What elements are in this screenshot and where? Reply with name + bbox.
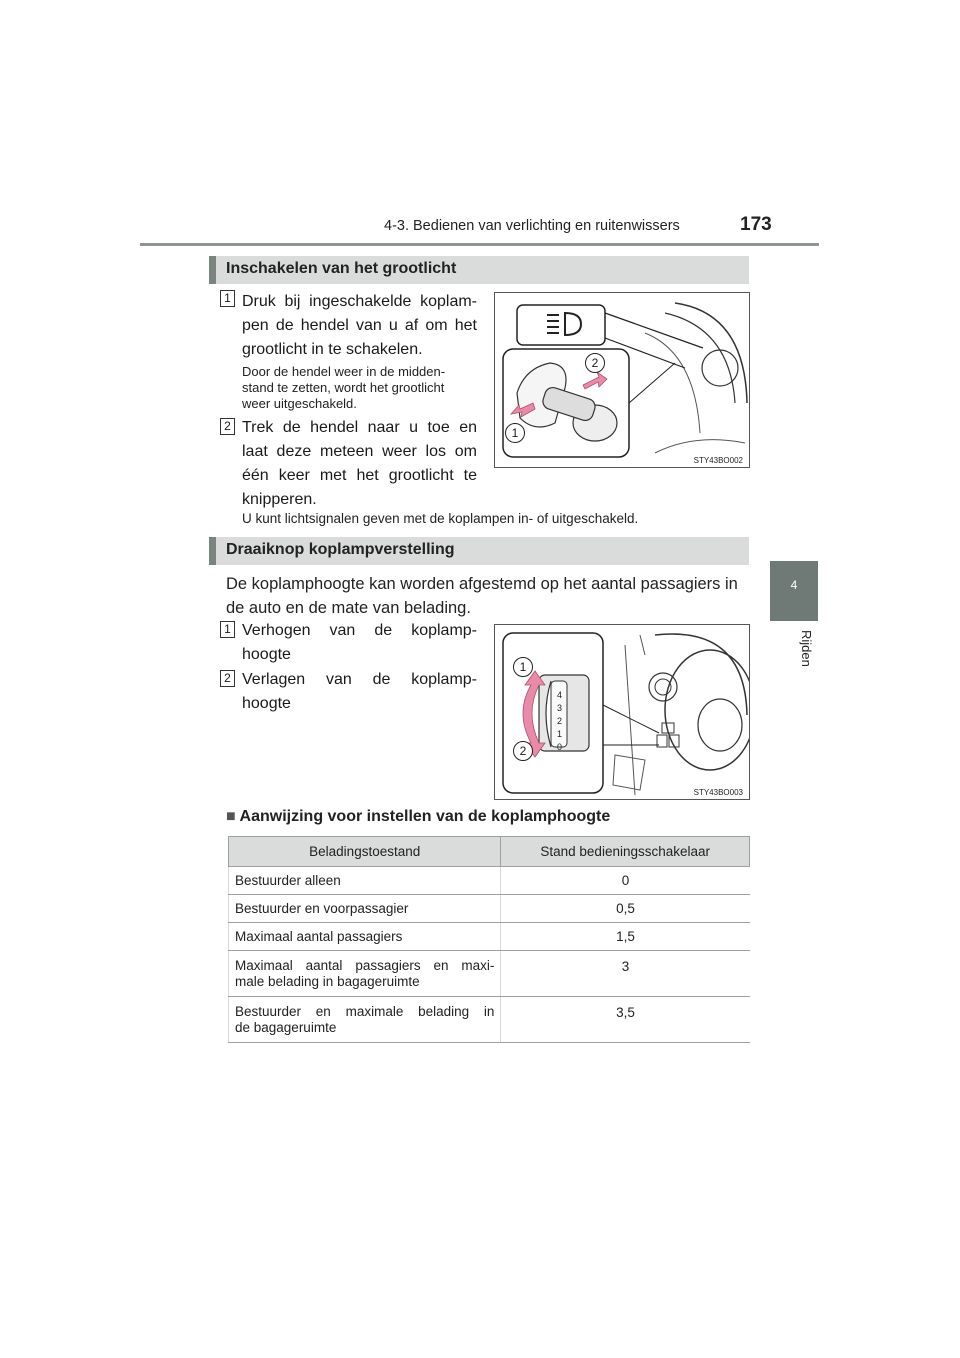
table-row <box>229 951 750 997</box>
step-text <box>242 290 477 362</box>
load-condition-line: male belading in bagageruimte <box>235 973 420 989</box>
load-condition-line: Bestuurder en maximale belading in <box>235 1003 495 1019</box>
table-row <box>229 867 750 895</box>
step-text <box>242 619 477 667</box>
dial-illustration <box>495 625 749 799</box>
switch-position: 1,5 <box>501 923 750 951</box>
step-note-line: stand te zetten, wordt het grootlicht <box>242 380 445 395</box>
step-text-line: grootlicht in te schakelen. <box>242 341 423 358</box>
page-number: 173 <box>740 214 772 235</box>
load-condition: Maximaal aantal passagiers <box>229 923 501 951</box>
step-text-line: hoogte <box>242 695 291 712</box>
dial-mark: 3 <box>557 703 563 713</box>
step-number: 2 <box>220 670 235 687</box>
table-header-row <box>229 837 750 867</box>
load-condition-line: de bagageruimte <box>235 1019 337 1035</box>
table-row <box>229 997 750 1043</box>
signal-note: U kunt lichtsignalen geven met de koplampen in- of uitgeschakeld. <box>242 511 639 526</box>
chapter-label: Rijden <box>799 630 814 667</box>
column-header: Beladingstoestand <box>229 837 501 867</box>
switch-position: 0,5 <box>501 895 750 923</box>
section-heading-high-beam <box>209 256 749 284</box>
figure-code: STY43BO003 <box>693 788 743 797</box>
guide-heading <box>226 808 610 826</box>
step-text <box>242 416 477 512</box>
bullet-square-icon: ■ <box>226 808 236 825</box>
leveling-intro <box>226 572 748 620</box>
dial-mark: 1 <box>557 729 563 739</box>
figure-code: STY43BO002 <box>693 456 743 465</box>
lever-illustration <box>495 293 749 467</box>
step-text-line: hoogte <box>242 646 291 663</box>
dial-mark: 0 <box>557 742 563 752</box>
step-text-line: Druk bij ingeschakelde koplam- <box>242 293 477 310</box>
step-text-line: Verhogen van de koplamp- <box>242 622 477 639</box>
load-table <box>228 836 750 1043</box>
dial-marks <box>557 689 562 754</box>
intro-line: de auto en de mate van belading. <box>226 599 471 617</box>
column-header: Stand bedieningsschakelaar <box>501 837 750 867</box>
figure-leveling-dial <box>494 624 750 800</box>
step-text-line: laat deze meteen weer los om <box>242 443 477 460</box>
step-note-line: Door de hendel weer in de midden- <box>242 364 446 379</box>
section-heading-text: Inschakelen van het grootlicht <box>226 260 457 277</box>
guide-heading-text: Aanwijzing voor instellen van de koplamphoogte <box>239 808 611 825</box>
chapter-tab: 4 <box>770 561 818 621</box>
step-number: 2 <box>220 418 235 435</box>
section-heading-bar <box>209 256 216 284</box>
switch-position: 0 <box>501 867 750 895</box>
callout-1: 1 <box>513 657 533 677</box>
step-note <box>242 364 482 412</box>
switch-position: 3 <box>501 951 750 997</box>
step-text <box>242 668 477 716</box>
callout-2: 2 <box>585 353 605 373</box>
load-condition: Bestuurder alleen <box>229 867 501 895</box>
figure-headlight-lever <box>494 292 750 468</box>
callout-1: 1 <box>505 423 525 443</box>
step-text-line: knipperen. <box>242 491 317 508</box>
step-number: 1 <box>220 621 235 638</box>
running-header: 4-3. Bedienen van verlichting en ruitenwissers <box>384 218 680 234</box>
dial-mark: 4 <box>557 690 563 700</box>
step-text-line: Trek de hendel naar u toe en <box>242 419 477 436</box>
dial-mark: 2 <box>557 716 563 726</box>
step-number: 1 <box>220 290 235 307</box>
intro-line: De koplamphoogte kan worden afgestemd op het aantal passagiers in <box>226 575 738 593</box>
section-heading-leveling <box>209 537 749 565</box>
load-condition <box>229 951 501 997</box>
step-text-line: pen de hendel van u af om het <box>242 317 477 334</box>
section-heading-bar <box>209 537 216 565</box>
section-heading-text: Draaiknop koplampverstelling <box>226 541 455 558</box>
table-row <box>229 923 750 951</box>
step-text-line: één keer met het grootlicht te <box>242 467 477 484</box>
switch-position: 3,5 <box>501 997 750 1043</box>
callout-2: 2 <box>513 741 533 761</box>
step-text-line: Verlagen van de koplamp- <box>242 671 477 688</box>
load-condition <box>229 997 501 1043</box>
load-condition: Bestuurder en voorpassagier <box>229 895 501 923</box>
step-note-line: weer uitgeschakeld. <box>242 396 357 411</box>
load-condition-line: Maximaal aantal passagiers en maxi- <box>235 957 495 973</box>
table-row <box>229 895 750 923</box>
header-divider <box>140 243 819 246</box>
